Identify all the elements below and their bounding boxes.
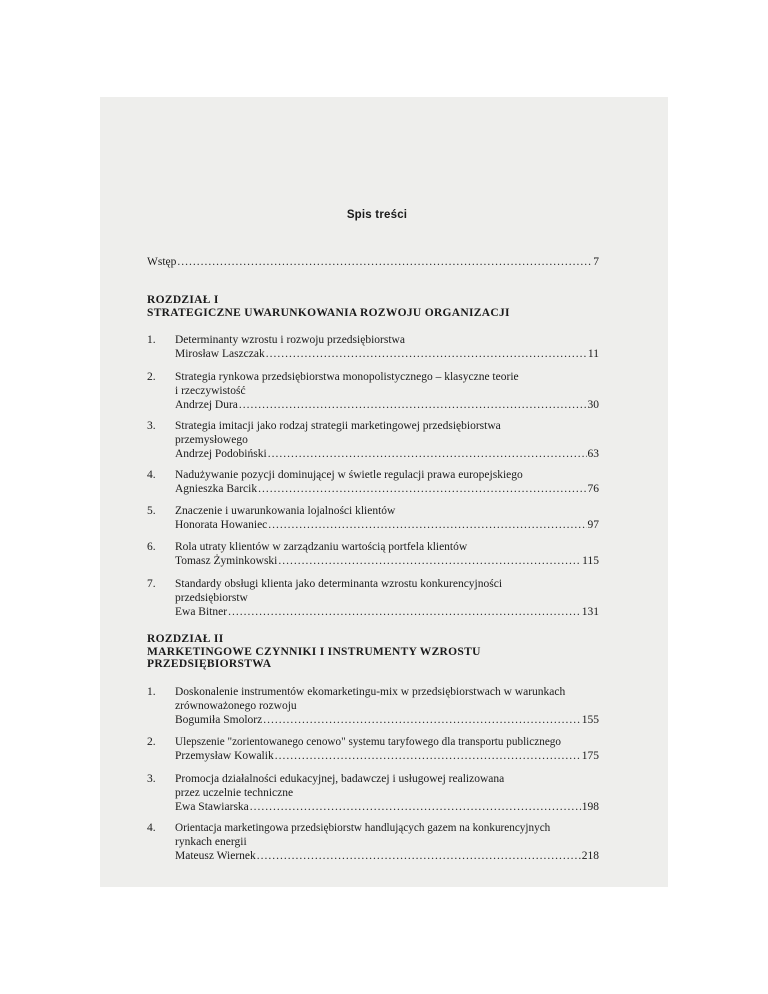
leader-dots [278,554,581,568]
entry-title: zrównoważonego rozwoju [175,700,297,712]
entry-author-row [175,800,599,814]
entry-title: przedsiębiorstw [175,592,248,604]
entry-title: i rzeczywistość [175,385,246,397]
entry-author-row [175,554,599,568]
entry-author-row [175,398,599,412]
entry-author-row [175,482,599,496]
entry-title: Strategia imitacji jako rodzaj strategii marketingowej przedsiębiorstwa [175,420,501,432]
entry-page-number: 76 [587,483,599,495]
leader-dots [257,849,581,863]
entry-author: Agnieszka Barcik [175,483,258,495]
entry-number: 5. [147,505,156,517]
entry-page-number: 115 [582,555,599,567]
entry-author-row [175,849,599,863]
chapter-1-title: STRATEGICZNE UWARUNKOWANIA ROZWOJU ORGANIZACJI [147,306,510,319]
toc-intro-row [147,255,599,269]
leader-dots [250,800,581,814]
leader-dots [258,482,586,496]
entry-page-number: 30 [587,399,599,411]
entry-title: Strategia rynkowa przedsiębiorstwa monopolistycznego – klasyczne teorie [175,371,519,383]
entry-author-row [175,713,599,727]
leader-dots [268,447,587,461]
intro-label: Wstęp [147,256,177,268]
leader-dots [177,255,592,269]
entry-title: Nadużywanie pozycji dominującej w świetle regulacji prawa europejskiego [175,469,523,481]
entry-author-row [175,749,599,763]
entry-author: Andrzej Podobiński [175,448,267,460]
entry-page-number: 218 [581,850,599,862]
intro-page-number: 7 [593,256,599,268]
entry-title: przemysłowego [175,434,248,446]
leader-dots [228,605,581,619]
chapter-2-title: MARKETINGOWE CZYNNIKI I INSTRUMENTY WZROSTU [147,645,481,658]
entry-title: Ulepszenie "zorientowanego cenowo" systemu taryfowego dla transportu publicznego [175,736,561,748]
entry-author: Ewa Stawiarska [175,801,249,813]
leader-dots [266,347,587,361]
chapter-2-label: ROZDZIAŁ II [147,633,224,645]
entry-number: 2. [147,371,156,383]
entry-title: Orientacja marketingowa przedsiębiorstw handlujących gazem na konkurencyjnych [175,822,551,834]
entry-author: Ewa Bitner [175,606,228,618]
entry-author: Mirosław Laszczak [175,348,265,360]
entry-author-row [175,518,599,532]
page-title: Spis treści [346,209,408,221]
entry-author-row [175,347,599,361]
leader-dots [239,398,587,412]
chapter-1-heading [147,294,510,319]
entry-title: przez uczelnie techniczne [175,787,294,799]
entry-number: 1. [147,334,156,346]
entry-title: Promocja działalności edukacyjnej, badawczej i usługowej realizowana [175,773,505,785]
entry-number: 4. [147,822,156,834]
entry-author: Tomasz Żyminkowski [175,555,278,567]
entry-author: Przemysław Kowalik [175,750,274,762]
entry-page-number: 11 [587,348,599,360]
entry-number: 6. [147,541,156,553]
entry-author: Bogumiła Smolorz [175,714,263,726]
chapter-1-label: ROZDZIAŁ I [147,294,219,306]
entry-title: Znaczenie i uwarunkowania lojalności klientów [175,505,396,517]
chapter-2-title: PRZEDSIĘBIORSTWA [147,658,272,670]
entry-author: Mateusz Wiernek [175,850,256,862]
entry-title: rynkach energii [175,836,247,848]
entry-number: 4. [147,469,156,481]
entry-page-number: 198 [581,801,599,813]
entry-page-number: 155 [581,714,599,726]
entry-page-number: 63 [587,448,599,460]
entry-number: 1. [147,686,156,698]
entry-page-number: 175 [581,750,599,762]
entry-author: Andrzej Dura [175,399,238,411]
entry-number: 3. [147,773,156,785]
chapter-2-heading [147,633,481,671]
entry-title: Doskonalenie instrumentów ekomarketingu-mix w przedsiębiorstwach w warunkach [175,686,566,698]
leader-dots [275,749,581,763]
entry-page-number: 131 [581,606,599,618]
entry-number: 3. [147,420,156,432]
entry-page-number: 97 [587,519,599,531]
entry-title: Determinanty wzrostu i rozwoju przedsiębiorstwa [175,334,405,346]
entry-title: Standardy obsługi klienta jako determinanta wzrostu konkurencyjności [175,578,503,590]
entry-author-row [175,447,599,461]
entry-number: 7. [147,578,156,590]
entry-title: Rola utraty klientów w zarządzaniu wartością portfela klientów [175,541,468,553]
leader-dots [268,518,586,532]
entry-author-row [175,605,599,619]
entry-number: 2. [147,736,156,748]
leader-dots [263,713,581,727]
entry-author: Honorata Howaniec [175,519,268,531]
